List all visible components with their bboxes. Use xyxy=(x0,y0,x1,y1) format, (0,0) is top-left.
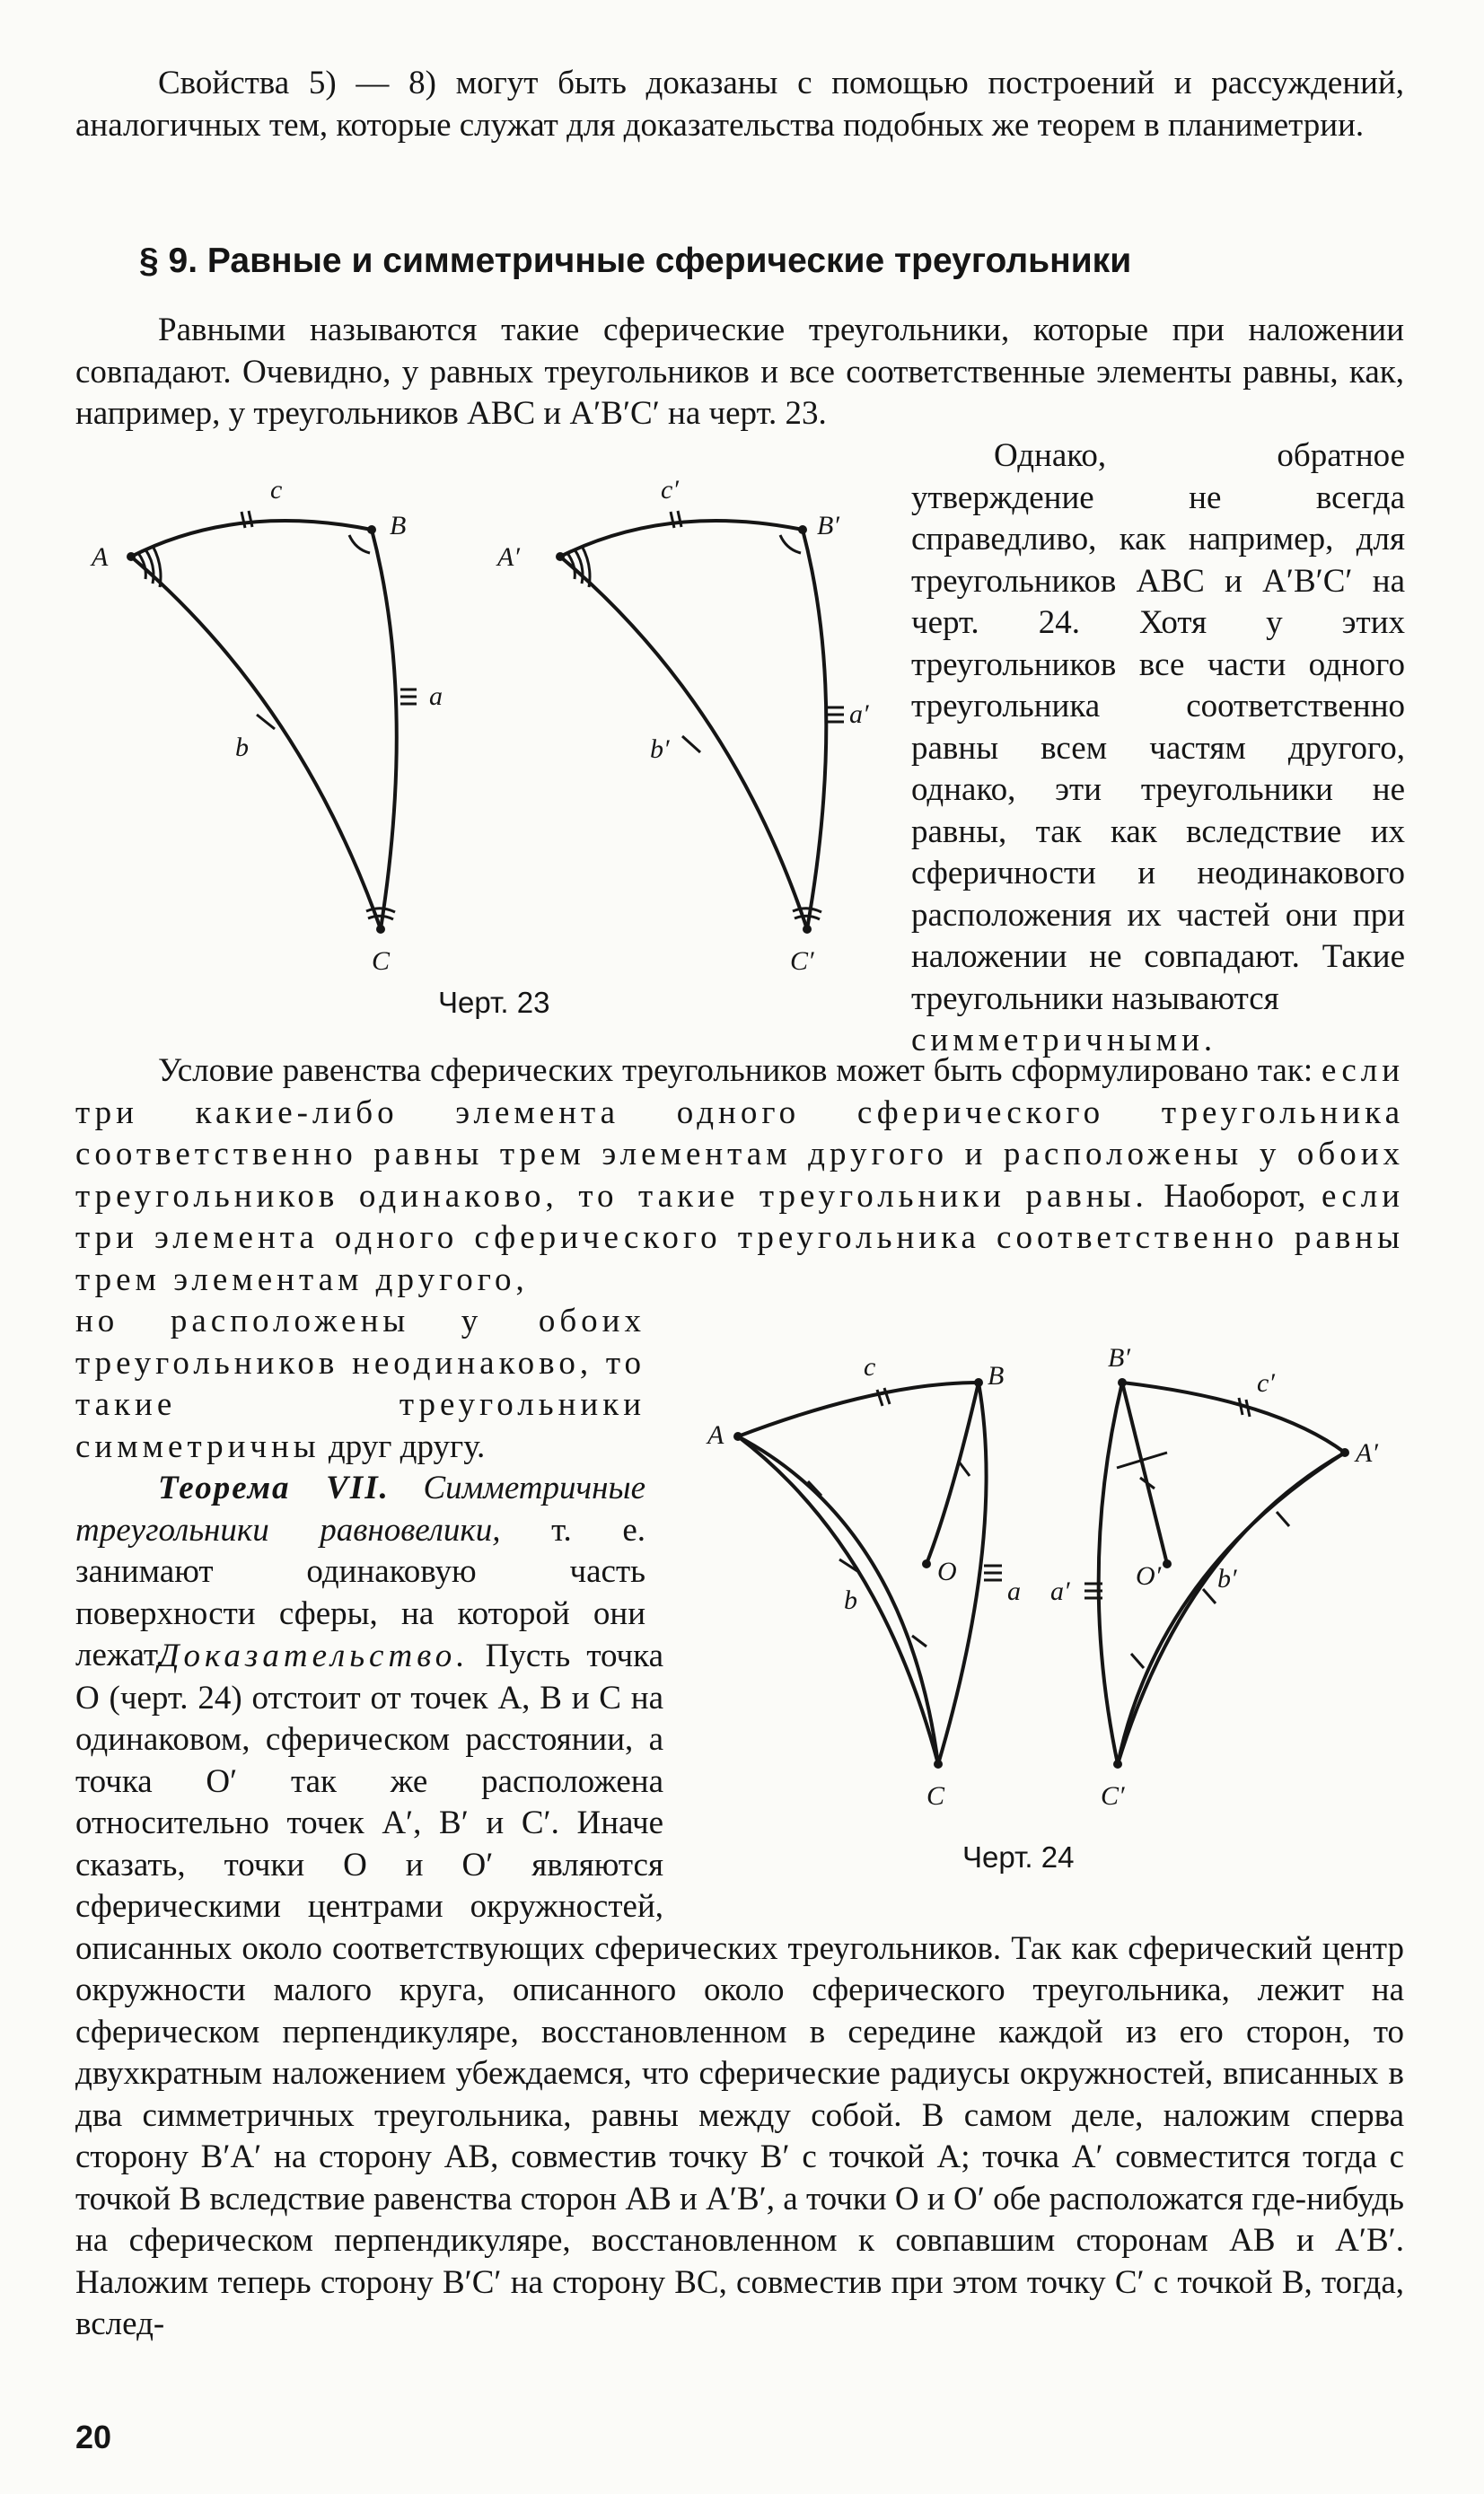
fig23-right-label-B: B′ xyxy=(817,511,839,540)
fig24-right-label-B: B′ xyxy=(1108,1343,1130,1373)
left-column xyxy=(75,1301,645,1677)
fig24-left-label-a: a xyxy=(1007,1576,1021,1606)
fig23-left-label-c: c xyxy=(270,475,283,505)
fig24-right-label-b: b′ xyxy=(1217,1564,1237,1594)
condition-text: Условие равенства сферических треугольников может быть сформулировано так: если три какие-либо элемента одного сферического треугольника соответственно равны трем элементам другого и расположены у обоих треугольников одинаково, то такие треугольники равны. Наоборот, если три элемента одного сферического треугольника соответственно равны трем элементам другого, xyxy=(75,1052,1405,1298)
fig24-left-label-c: c xyxy=(864,1352,876,1382)
fig24-left-side-c xyxy=(738,1383,979,1436)
fig24-right-side-a xyxy=(1099,1383,1122,1764)
proof-body: Пусть точка O (черт. 24) отстоит от точек A, B и C на одинаковом, сферическом расстоянии, а точка O′ так же расположена относительно точек A′, B′ и C′. Иначе сказать, точки O и O′ являются сферическими центрами окружностей, описанных около соответствующих сферических треугольников. Так как сферический центр окружности малого круга, описанного около сферического треугольника, лежит на сферическом перпендикуляре, восстановленном в середине каждой из его сторон, то двухкратным наложением убеждаемся, что сферические радиусы окружностей, вписанных в два симметричных треугольника, равны между собой. В самом деле, наложим сперва сторону B′A′ на сторону AB, совместив точку B′ с точкой A; точка A′ совместится тогда с точкой B вследствие равенства сторон AB и A′B′, а точки O и O′ обе расположатся где-нибудь на сферическом перпендикуляре, восстановленном к совпавшим сторонам AB и A′B′. Наложим теперь сторону B′C′ на сторону BC, совместив при этом точку C′ с точкой B, тогда, вслед- xyxy=(75,1638,1404,2342)
theorem-rest: т. е. занимают одинаковую часть поверхности сферы, на которой они лежат. xyxy=(75,1511,646,1673)
fig24-left-label-O: O xyxy=(937,1557,957,1586)
section-text: Равными называются такие сферические треугольники, которые при наложении совпадают. Очевидно, у равных треугольников и все соответственные элементы равны, как, например, у треугольников ABC и A′B′C′ на черт. 23. xyxy=(75,312,1404,432)
fig24-right-label-c: c′ xyxy=(1257,1368,1275,1398)
page-number: 20 xyxy=(75,2419,112,2455)
fig23-left-label-C: C xyxy=(372,946,391,976)
fig23-right-label-c: c′ xyxy=(661,475,679,505)
fig24-left-radius-OB xyxy=(926,1383,979,1564)
fig24-left-label-b: b xyxy=(844,1585,857,1615)
fig23-left-label-B: B xyxy=(390,511,407,540)
fig24-left-label-A: A xyxy=(707,1420,724,1450)
fig23-right-label-A: A′ xyxy=(497,542,520,572)
figure-24-caption: Черт. 24 xyxy=(962,1840,1075,1874)
theorem-head: Теорема VII. xyxy=(158,1470,390,1506)
side-column xyxy=(911,435,1405,1062)
fig23-left-side-b xyxy=(131,557,381,929)
fig24-right-side-c xyxy=(1122,1383,1345,1453)
fig24-right-label-a: a′ xyxy=(1050,1576,1070,1606)
fig23-right-label-b: b′ xyxy=(650,734,670,764)
fig24-left-side-b xyxy=(738,1436,938,1764)
fig24-right-radius-OB xyxy=(1122,1383,1167,1564)
condition-continued: но расположены у обоих треугольников неодинаково, то такие треугольники симметричны друг другу. xyxy=(75,1303,646,1465)
fig24-right-label-C: C′ xyxy=(1101,1781,1125,1811)
fig24-left-label-C: C xyxy=(926,1781,945,1811)
intro-text: Свойства 5) — 8) могут быть доказаны с помощью построений и рассуждений, аналогичных тем, которые служат для доказательства подобных же теорем в планиметрии. xyxy=(75,65,1404,144)
section-heading: § 9. Равные и симметричные сферические треугольники xyxy=(139,241,1132,280)
fig24-left-chord xyxy=(738,1436,938,1764)
fig23-left-label-A: A xyxy=(92,542,109,572)
fig23-left-label-a: a xyxy=(429,681,443,711)
side-text-symmetric: симметричными. xyxy=(911,1022,1217,1058)
fig23-left-side-a xyxy=(372,530,397,929)
fig24-right-label-O: O′ xyxy=(1136,1561,1162,1591)
theorem-statement: Симметричные треугольники равновелики, xyxy=(75,1470,645,1549)
fig24-right-label-A: A′ xyxy=(1356,1438,1378,1468)
figure-24 xyxy=(682,1320,1427,1822)
side-text: Однако, обратное утверждение не всегда справедливо, как например, для треугольников ABC и A′B′C′ на черт. 24. Хотя у этих треугольников все части одного треугольника соответственно равны всем частям другого, однако, эти треугольники не равны, так как вследствие их сферичности и неодинакового расположения их частей они при наложении не совпадают. Такие треугольники называются xyxy=(911,437,1405,1017)
proof-head: Доказательство. xyxy=(158,1638,470,1674)
figure-23-caption: Черт. 23 xyxy=(438,986,550,1019)
fig23-left-label-b: b xyxy=(235,733,249,762)
condition-paragraph xyxy=(75,1050,1404,1301)
fig23-right-side-b xyxy=(560,557,807,929)
fig23-right-label-C: C′ xyxy=(790,946,814,976)
fig23-right-side-a xyxy=(803,530,826,929)
figure-23 xyxy=(75,467,883,979)
fig23-right-label-a: a′ xyxy=(849,699,869,729)
section-paragraph xyxy=(75,310,1404,435)
intro-paragraph xyxy=(75,63,1404,146)
fig24-left-label-B: B xyxy=(988,1361,1005,1391)
